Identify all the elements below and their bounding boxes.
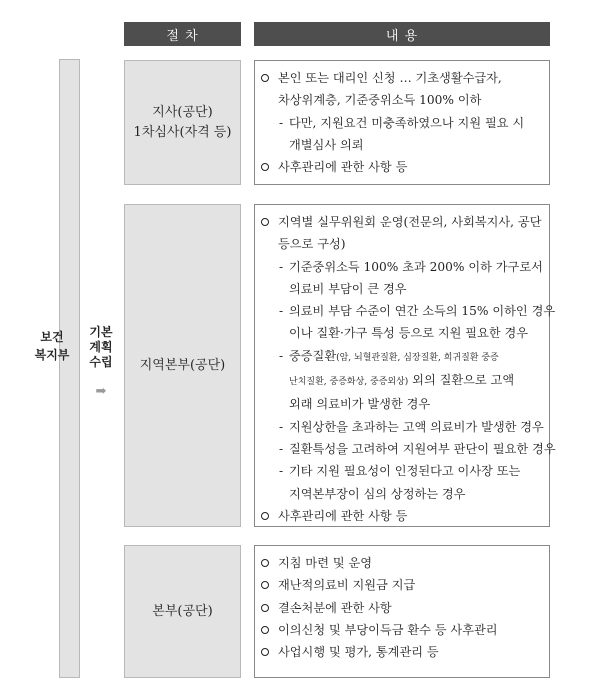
list-item-text: 외래 의료비가 발생한 경우: [289, 397, 431, 412]
dash-bullet-icon: -: [279, 464, 284, 479]
list-item: [261, 67, 544, 89]
list-item: [261, 597, 544, 619]
list-item: [261, 112, 544, 134]
circle-bullet-icon: [261, 559, 269, 567]
dash-bullet-icon: -: [279, 348, 284, 363]
dash-bullet-icon: -: [279, 259, 284, 274]
procedure-header-label: 절 차: [166, 28, 199, 44]
stage-branch-box: [124, 60, 241, 185]
list-item-text: 사후관리에 관한 사항 등: [278, 160, 408, 175]
list-item: [261, 416, 544, 438]
circle-bullet-icon: [261, 626, 269, 634]
list-item-text: 차상위계층, 기준중위소득 100% 이하: [278, 93, 482, 108]
list-item: [261, 552, 544, 574]
circle-bullet-icon: [261, 74, 269, 82]
list-item: [261, 505, 544, 527]
list-item-text: 기타 지원 필요성이 인정된다고 이사장 또는: [289, 464, 521, 479]
list-item-text: 결손처분에 관한 사항: [278, 600, 392, 615]
list-item-text: 중증질환: [289, 348, 337, 363]
list-item: [261, 211, 544, 233]
dash-bullet-icon: -: [279, 441, 284, 456]
list-item-text: 개별심사 의뢰: [289, 137, 364, 152]
dash-bullet-icon: -: [279, 115, 284, 130]
list-item-text: 재난적의료비 지원금 지급: [278, 578, 416, 593]
content-header-label: 내 용: [385, 28, 419, 44]
arrow-right-icon: ➡: [95, 384, 107, 399]
list-item: [261, 89, 544, 111]
circle-bullet-icon: [261, 218, 269, 226]
stage-headquarters-content: [254, 545, 550, 678]
list-item-text: 지역별 실무위원회 운영(전문의, 사회복지사, 공단: [278, 215, 542, 229]
list-item: [261, 300, 556, 322]
procedure-header: [124, 22, 241, 46]
circle-bullet-icon: [261, 163, 269, 171]
stage-branch-label: 지사(공단): [152, 104, 213, 120]
list-item: [261, 619, 544, 641]
list-item: [261, 641, 544, 663]
list-item: [261, 233, 544, 255]
stage-regional-label: 지역본부(공단): [139, 357, 226, 373]
list-item-text: 본인 또는 대리인 신청 … 기초생활수급자,: [278, 71, 502, 85]
content-header: [254, 22, 550, 46]
list-item-text: 이나 질환·가구 특성 등으로 지원 필요한 경우: [289, 326, 529, 341]
basic-plan-label: [84, 325, 118, 370]
list-item: [261, 369, 544, 393]
circle-bullet-icon: [261, 604, 269, 612]
list-item: [261, 278, 544, 300]
stage-headquarters-label: 본부(공단): [152, 603, 213, 619]
list-item-text: 의료비 부담 수준이 연간 소득의 15% 이하인 경우: [289, 304, 556, 319]
list-item-text: 다만, 지원요건 미충족하였으나 지원 필요 시: [289, 115, 525, 130]
basic-plan-line2: 계획: [89, 340, 113, 354]
list-item: [261, 438, 556, 460]
list-item: [261, 393, 544, 415]
stage-regional-content: [254, 204, 556, 527]
basic-plan-line1: 기본: [89, 325, 113, 339]
list-item: [261, 345, 544, 369]
ministry-label: [24, 328, 80, 364]
list-item-text: 지원상한을 초과하는 고액 의료비가 발생한 경우: [289, 419, 544, 434]
stage-headquarters-box: [124, 545, 241, 678]
list-item-text: 지역본부장이 심의 상정하는 경우: [289, 486, 466, 501]
basic-plan-line3: 수립: [89, 355, 113, 369]
list-item: [261, 322, 544, 344]
circle-bullet-icon: [261, 581, 269, 589]
list-item: [261, 483, 544, 505]
list-item-text: 이의신청 및 부당이득금 환수 등 사후관리: [278, 622, 498, 637]
ministry-column: [59, 59, 80, 678]
ministry-label-line2: 복지부: [34, 348, 70, 362]
list-item-text: 의료비 부담이 큰 경우: [289, 281, 407, 296]
list-item-note: (암, 뇌혈관질환, 심장질환, 희귀질환 중증: [336, 352, 499, 363]
list-item-text: 질환특성을 고려하여 지원여부 판단이 필요한 경우: [289, 441, 556, 456]
list-item: [261, 134, 544, 156]
list-item-text: 지침 마련 및 운영: [278, 556, 373, 570]
list-item-text: 등으로 구성): [278, 237, 346, 252]
dash-bullet-icon: -: [279, 304, 284, 319]
circle-bullet-icon: [261, 648, 269, 656]
list-item: [261, 574, 544, 596]
list-item: [261, 256, 544, 278]
stage-branch-sublabel: 1차심사(자격 등): [133, 124, 232, 140]
list-item-text: 기준중위소득 100% 초과 200% 이하 가구로서: [289, 259, 543, 274]
list-item-note: 난치질환, 중증화상, 중증외상): [289, 377, 409, 388]
ministry-label-line1: 보건: [40, 330, 64, 344]
list-item: [261, 460, 544, 482]
list-item-text: 사업시행 및 평가, 통계관리 등: [278, 645, 439, 660]
circle-bullet-icon: [261, 512, 269, 520]
list-item-text: 외의 질환으로 고액: [408, 373, 515, 388]
list-item-text: 사후관리에 관한 사항 등: [278, 508, 408, 523]
list-item: [261, 156, 544, 178]
stage-regional-box: [124, 204, 241, 527]
stage-branch-content: [254, 60, 550, 185]
dash-bullet-icon: -: [279, 419, 284, 434]
